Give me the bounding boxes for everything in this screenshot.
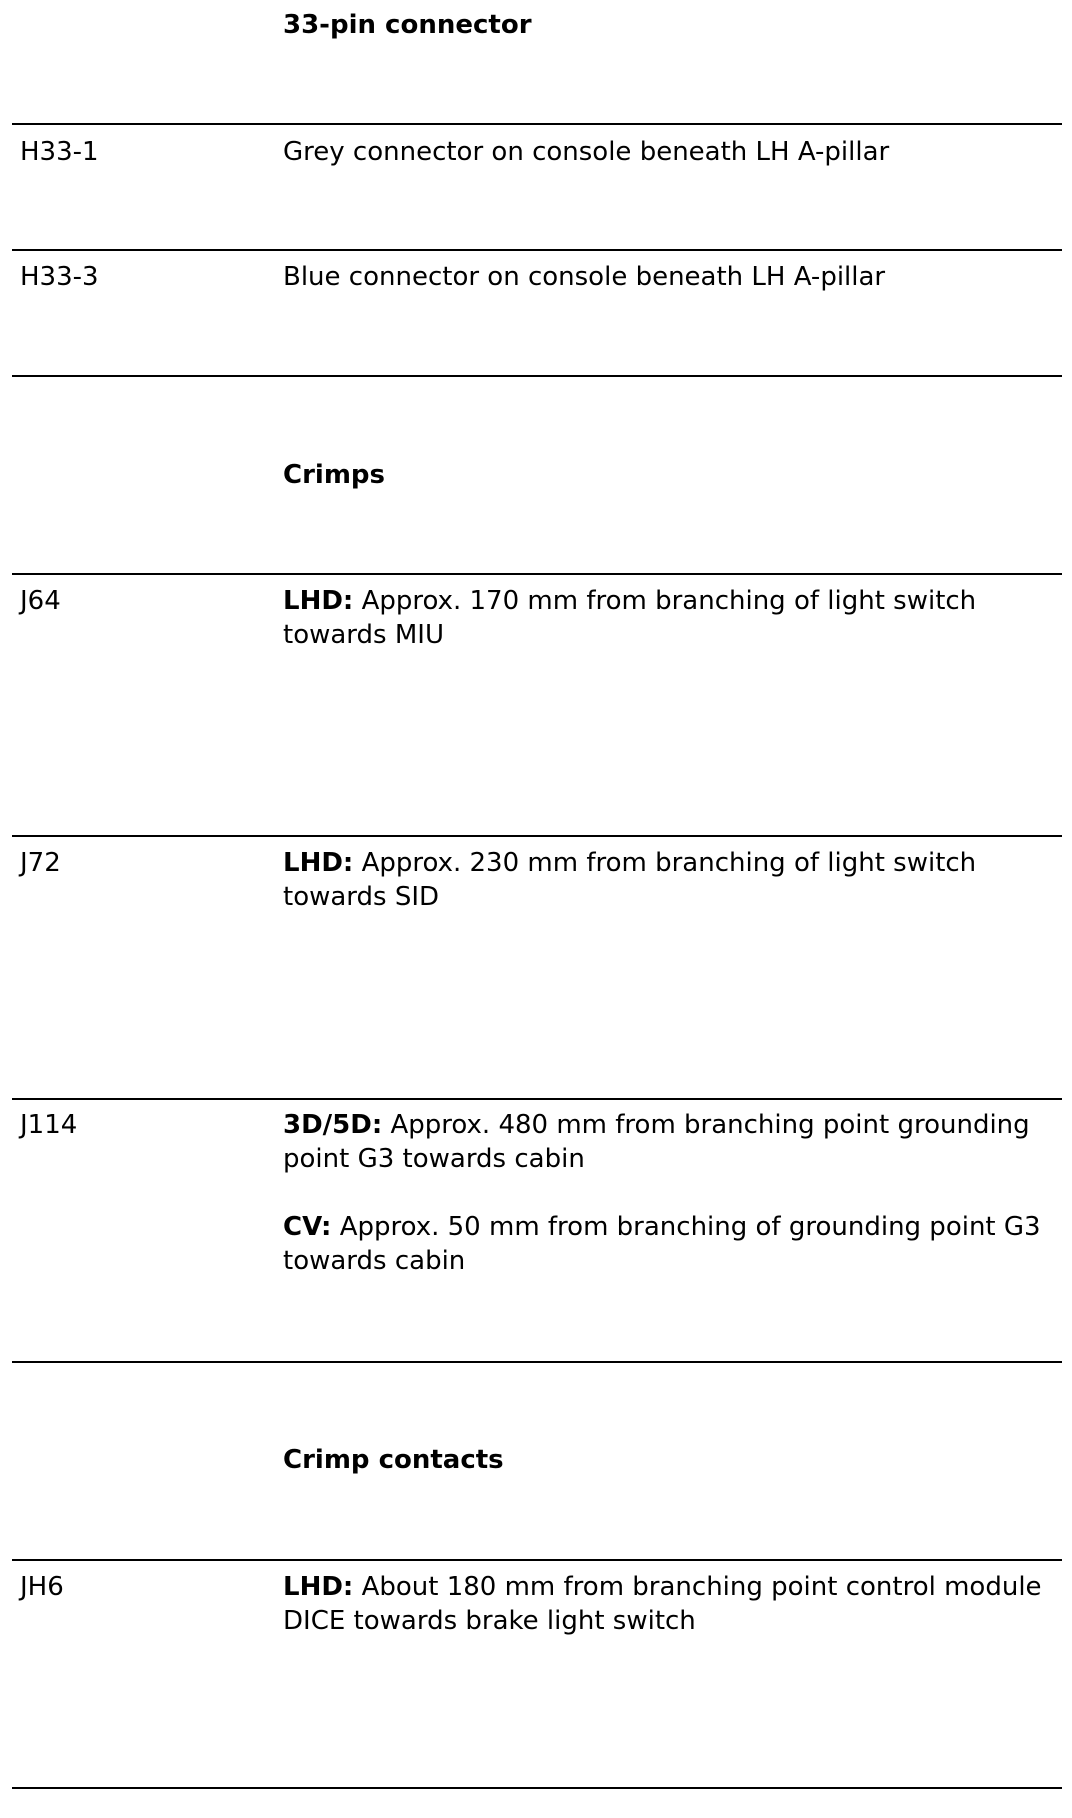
row-tag: LHD: [283,848,354,878]
row-tag: LHD: [283,586,354,616]
row-tag: 3D/5D: [283,1110,383,1140]
section-heading-crimps: Crimps [283,460,385,490]
table-rule [12,573,1062,575]
row-code-h33-3: H33-3 [20,262,99,292]
row-description-j114 [283,1108,1063,1278]
row-description-j72 [283,846,1063,914]
row-text: Approx. 230 mm from branching of light switch towards SID [283,848,977,912]
row-text: Approx. 50 mm from branching of grounding point G3 towards cabin [283,1212,1041,1276]
row-code-jh6: JH6 [20,1572,64,1602]
row-description-h33-3 [283,260,1063,294]
row-text: Blue connector on console beneath LH A-pillar [283,262,886,292]
table-rule [12,1361,1062,1363]
section-heading-33-pin-connector: 33-pin connector [283,10,532,40]
row-tag: CV: [283,1212,332,1242]
table-rule [12,835,1062,837]
row-text: Approx. 480 mm from branching point grounding point G3 towards cabin [283,1110,1030,1174]
section-heading-crimp-contacts: Crimp contacts [283,1445,504,1475]
row-text: Grey connector on console beneath LH A-pillar [283,137,890,167]
row-code-j64: J64 [20,586,61,616]
row-code-j114: J114 [20,1110,78,1140]
row-description-jh6 [283,1570,1063,1638]
row-code-j72: J72 [20,848,61,878]
row-code-h33-1: H33-1 [20,137,99,167]
table-rule [12,1559,1062,1561]
row-tag: LHD: [283,1572,354,1602]
table-rule [12,1098,1062,1100]
row-text: Approx. 170 mm from branching of light switch towards MIU [283,586,977,650]
row-text: About 180 mm from branching point control module DICE towards brake light switch [283,1572,1042,1636]
table-rule [12,123,1062,125]
table-rule [12,249,1062,251]
row-description-j64 [283,584,1063,652]
table-rule [12,375,1062,377]
table-rule [12,1787,1062,1789]
row-description-h33-1 [283,135,1063,169]
